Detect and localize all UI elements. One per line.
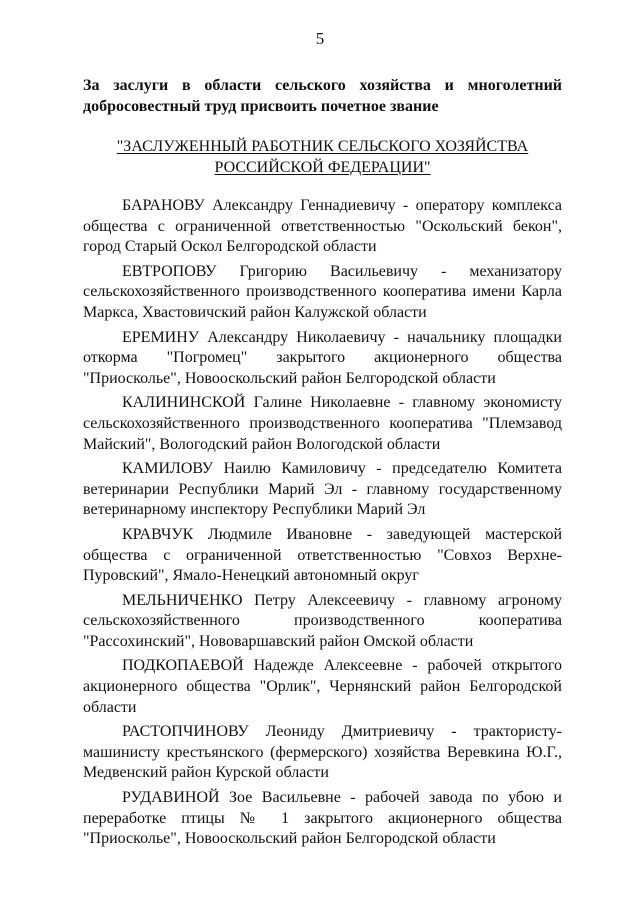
entry-line: ветеринарному инспектору Республики Марий Эл bbox=[83, 501, 426, 519]
entry-line: ветеринарии Республики Марий Эл - главному государственному bbox=[83, 480, 562, 498]
recipient-entry bbox=[83, 328, 562, 390]
entry-line: "Приосколье", Новооскольский район Белгородской области bbox=[83, 830, 496, 848]
entry-line: Медвенский район Курской области bbox=[83, 764, 329, 782]
entry-line: КРАВЧУК Людмиле Ивановне - заведующей мастерской bbox=[122, 525, 562, 543]
entry-line: откорма "Погромец" закрытого акционерного общества bbox=[83, 349, 562, 367]
preamble bbox=[83, 75, 562, 117]
entry-line: КАЛИНИНСКОЙ Галине Николаевне - главному экономисту bbox=[122, 394, 562, 412]
award-title-line: РОССИЙСКОЙ ФЕДЕРАЦИИ" bbox=[214, 159, 431, 176]
entry-line: Майский", Вологодский район Вологодской области bbox=[83, 435, 441, 453]
entry-line: машинисту крестьянского (фермерского) хозяйства Веревкина Ю.Г., bbox=[83, 743, 562, 761]
entry-line: КАМИЛОВУ Наилю Камиловичу - председателю Комитета bbox=[122, 460, 562, 478]
entry-line: общества с ограниченной ответственностью "Совхоз Верхне- bbox=[83, 546, 562, 564]
award-title bbox=[83, 136, 562, 178]
entry-line: город Старый Оскол Белгородской области bbox=[83, 238, 377, 256]
recipient-entry bbox=[83, 722, 562, 784]
entry-line: РАСТОПЧИНОВУ Леониду Дмитриевичу - трактористу- bbox=[122, 723, 562, 741]
entry-line: РУДАВИНОЙ Зое Васильевне - рабочей завода по убою и bbox=[122, 789, 562, 807]
recipient-entry bbox=[83, 525, 562, 587]
entry-line: области bbox=[83, 698, 137, 716]
entry-line: БАРАНОВУ Александру Геннадиевичу - оператору комплекса bbox=[122, 197, 562, 214]
recipient-entry bbox=[83, 262, 562, 324]
entry-line: ПОДКОПАЕВОЙ Надежде Алексеевне - рабочей открытого bbox=[122, 657, 562, 675]
entry-line: МЕЛЬНИЧЕНКО Петру Алексеевичу - главному агроному bbox=[122, 591, 562, 609]
award-title-line: "ЗАСЛУЖЕННЫЙ РАБОТНИК СЕЛЬСКОГО ХОЗЯЙСТВА bbox=[116, 138, 529, 155]
preamble-line: За заслуги в области сельского хозяйства и многолетний bbox=[83, 77, 562, 94]
page-number: 5 bbox=[315, 29, 325, 48]
entry-line: "Рассохинский", Нововаршавский район Омской области bbox=[83, 632, 474, 650]
recipient-entry bbox=[83, 393, 562, 455]
recipient-entry bbox=[83, 656, 562, 718]
recipient-entry bbox=[83, 196, 562, 258]
entry-line: Пуровский", Ямало-Ненецкий автономный округ bbox=[83, 567, 419, 585]
entry-line: общества с ограниченной ответственностью "Оскольский бекон", bbox=[83, 217, 562, 235]
entry-line: "Приосколье", Новооскольский район Белгородской области bbox=[83, 369, 496, 387]
entry-line: сельскохозяйственного производственного кооператива имени Карла bbox=[83, 283, 562, 301]
recipient-entry bbox=[83, 788, 562, 850]
entry-line: акционерного общества "Орлик", Чернянский район Белгородской bbox=[83, 678, 562, 696]
entry-line: сельскохозяйственного производственного кооператива "Племзавод bbox=[83, 414, 562, 432]
entry-line: переработке птицы № 1 закрытого акционерного общества bbox=[83, 809, 562, 827]
recipient-entry bbox=[83, 591, 562, 653]
entry-line: сельскохозяйственного производственного кооператива bbox=[83, 612, 562, 630]
recipient-entry bbox=[83, 459, 562, 521]
recipient-list bbox=[83, 196, 562, 854]
entry-line: Маркса, Хвастовичский район Калужской области bbox=[83, 303, 427, 321]
entry-line: ЕРЕМИНУ Александру Николаевичу - начальнику площадки bbox=[122, 328, 562, 346]
preamble-line: добросовестный труд присвоить почетное звание bbox=[83, 98, 439, 115]
entry-line: ЕВТРОПОВУ Григорию Васильевичу - механизатору bbox=[122, 262, 562, 280]
